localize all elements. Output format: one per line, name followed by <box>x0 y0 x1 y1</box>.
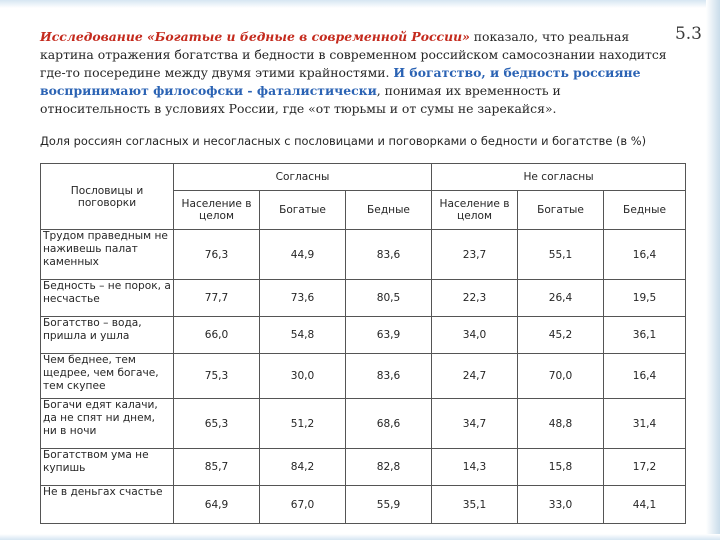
value-cell: 17,2 <box>604 449 686 486</box>
proverb-cell: Чем беднее, тем щедрее, чем богаче, тем скупее <box>41 354 174 399</box>
slide-right-gradient <box>706 0 720 540</box>
value-cell: 77,7 <box>174 280 260 317</box>
table-row <box>41 280 686 317</box>
value-cell: 44,9 <box>260 230 346 280</box>
value-cell: 24,7 <box>432 354 518 399</box>
table-row <box>41 354 686 399</box>
value-cell: 73,6 <box>260 280 346 317</box>
table-row <box>41 317 686 354</box>
slide-bottom-gradient <box>0 534 720 540</box>
value-cell: 19,5 <box>604 280 686 317</box>
proverb-cell: Богатство – вода, пришла и ушла <box>41 317 174 354</box>
value-cell: 75,3 <box>174 354 260 399</box>
value-cell: 55,1 <box>518 230 604 280</box>
value-cell: 83,6 <box>346 230 432 280</box>
value-cell: 66,0 <box>174 317 260 354</box>
value-cell: 45,2 <box>518 317 604 354</box>
value-cell: 84,2 <box>260 449 346 486</box>
value-cell: 83,6 <box>346 354 432 399</box>
value-cell: 34,0 <box>432 317 518 354</box>
value-cell: 67,0 <box>260 486 346 524</box>
table-row <box>41 449 686 486</box>
value-cell: 68,6 <box>346 399 432 449</box>
value-cell: 14,3 <box>432 449 518 486</box>
intro-highlight: И богатство, и бедность россияне воспринимают философски - фаталистически <box>40 65 641 98</box>
value-cell: 48,8 <box>518 399 604 449</box>
value-cell: 16,4 <box>604 230 686 280</box>
value-cell: 16,4 <box>604 354 686 399</box>
table-header-row-groups <box>41 164 686 191</box>
proverb-cell: Богатством ума не купишь <box>41 449 174 486</box>
column-header: Население в целом <box>432 191 518 230</box>
value-cell: 22,3 <box>432 280 518 317</box>
table-row <box>41 399 686 449</box>
column-header: Богатые <box>518 191 604 230</box>
value-cell: 54,8 <box>260 317 346 354</box>
disagree-group-header: Не согласны <box>432 164 686 191</box>
value-cell: 55,9 <box>346 486 432 524</box>
intro-text-1: показало, что реальная картина отражения богатства и бедности в современном российском самосознании находится где-то посередине между двумя этими крайностями. <box>40 29 667 80</box>
intro-text-2: , понимая их временность и относительность в условиях России, где «от тюрьмы и от сумы не зарекайся». <box>40 83 561 116</box>
column-header: Бедные <box>604 191 686 230</box>
agree-group-header: Согласны <box>174 164 432 191</box>
table-row <box>41 486 686 524</box>
value-cell: 63,9 <box>346 317 432 354</box>
proverb-cell: Бедность – не порок, а несчастье <box>41 280 174 317</box>
slide-number: 5.3 <box>674 24 702 44</box>
slide-top-gradient <box>0 0 720 8</box>
value-cell: 85,7 <box>174 449 260 486</box>
value-cell: 82,8 <box>346 449 432 486</box>
value-cell: 65,3 <box>174 399 260 449</box>
value-cell: 35,1 <box>432 486 518 524</box>
value-cell: 30,0 <box>260 354 346 399</box>
value-cell: 76,3 <box>174 230 260 280</box>
value-cell: 51,2 <box>260 399 346 449</box>
research-title: Исследование «Богатые и бедные в современной России» <box>40 29 470 44</box>
column-header: Население в целом <box>174 191 260 230</box>
value-cell: 64,9 <box>174 486 260 524</box>
table-row <box>41 230 686 280</box>
value-cell: 26,4 <box>518 280 604 317</box>
proverb-cell: Не в деньгах счастье <box>41 486 174 524</box>
value-cell: 15,8 <box>518 449 604 486</box>
value-cell: 44,1 <box>604 486 686 524</box>
value-cell: 31,4 <box>604 399 686 449</box>
value-cell: 70,0 <box>518 354 604 399</box>
value-cell: 36,1 <box>604 317 686 354</box>
proverbs-table <box>40 163 686 524</box>
value-cell: 33,0 <box>518 486 604 524</box>
column-header: Бедные <box>346 191 432 230</box>
proverb-cell: Трудом праведным не наживешь палат каменных <box>41 230 174 280</box>
column-header: Богатые <box>260 191 346 230</box>
value-cell: 80,5 <box>346 280 432 317</box>
value-cell: 23,7 <box>432 230 518 280</box>
proverbs-column-header: Пословицы и поговорки <box>41 164 174 230</box>
table-caption: Доля россиян согласных и несогласных с пословицами и поговорками о бедности и богатстве (в %) <box>40 134 647 148</box>
value-cell: 34,7 <box>432 399 518 449</box>
intro-paragraph <box>40 28 672 118</box>
proverb-cell: Богачи едят калачи, да не спят ни днем, ни в ночи <box>41 399 174 449</box>
